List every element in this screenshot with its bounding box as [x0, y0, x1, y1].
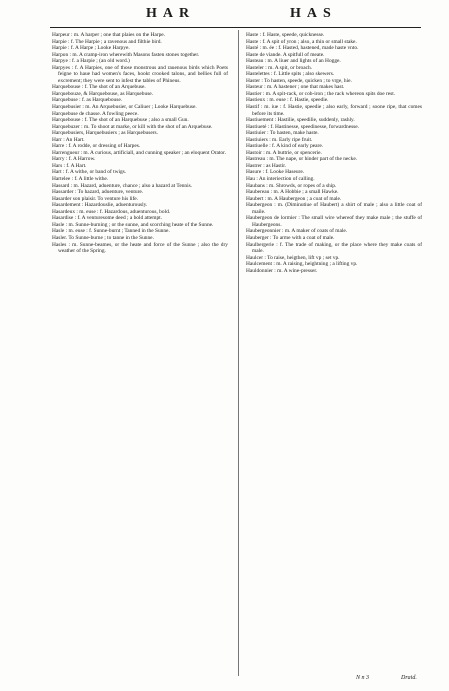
dictionary-entry: Hasarder son plaisir. To venture his life.	[52, 195, 139, 202]
dictionary-entry: Harquebuzer : m. To shoot at marke, or kill with the shot of an Arquebuse.	[52, 123, 213, 130]
dictionary-entry: Haste : f. A spit of yron ; also, a thin or small stake.	[246, 38, 357, 45]
dictionary-entry: Harpon : m. A cramp-iron wherewith Masons fasten stones together.	[52, 51, 200, 58]
catchword: Draid.	[401, 675, 417, 681]
dictionary-entry: Harpyes : f. A Harpies, one of those monstrous and rauenous birds which Poets feigne to haue had women's faces, hookt crooked talons, and bellies full of excrement; they were sent to infest the tables of Phineus.	[52, 64, 228, 84]
dictionary-entry: Hasté : m. ée : f. Hasted, hastened, made haste vnto.	[246, 45, 359, 52]
dictionary-entry: Harry : f. A Harrow.	[52, 156, 96, 163]
dictionary-entry: Hasardise : f. A venturesome deed ; a bold attempt.	[52, 215, 163, 222]
dictionary-entry: Hastiuelle : f. A kind of early peare.	[246, 143, 324, 150]
dictionary-entry: Hassarder : To hazard, aduenture, venture.	[52, 189, 144, 196]
dictionary-entry: Harpie : f. A Harpe ; Looke Harpye.	[52, 45, 130, 52]
dictionary-entry: Hastiuier : To hasten, make haste.	[246, 130, 319, 137]
dictionary-entry: Hastiueté : f. Hastinesse, speedinesse, forwardnesse.	[246, 123, 360, 130]
dictionary-entry: Haulcement : m. A raising, heightning ; a lifting vp.	[246, 261, 358, 268]
dictionary-entry: Hau : An interiection of calling.	[246, 176, 315, 183]
dictionary-entry: Harquebusier : m. An Arquebusier, or Caliuer ; Looke Harquebuse.	[52, 104, 197, 111]
dictionary-entry: Hasle : m. euse : f. Sunne-burnt ; Tanned in the Sunne.	[52, 228, 170, 235]
dictionary-entry: Harquebusiers, Harquebusiers ; as Harquebusers.	[52, 130, 158, 137]
dictionary-entry: Harr : An Hart.	[52, 136, 85, 143]
dictionary-entry: Hartelee : f. A little withe.	[52, 176, 109, 183]
header-rule	[50, 27, 421, 28]
dictionary-entry: Harre : f. A rodde, or dressing of Harpes.	[52, 143, 141, 150]
dictionary-entry: Hastrer : as Hastir.	[246, 162, 287, 169]
dictionary-entry: Hastoir : m. A buttrie, or spencerie.	[246, 149, 322, 156]
dictionary-entry: Hastif : m. iue : f. Hastie, speedie ; also early, forward ; soone ripe, that comes before its time.	[246, 104, 422, 117]
dictionary-entry: Hastieux : m. euse : f. Hastie, speedie.	[246, 97, 329, 104]
dictionary-entry: Hasure : f. Looke Haseure.	[246, 169, 305, 176]
running-head-left: HAR	[146, 6, 196, 21]
dictionary-entry: Harquebouze, & Harquebouse, as Harquebuse.	[52, 90, 154, 97]
left-column	[52, 32, 228, 672]
dictionary-entry: Hauberger : To arme with a coat of male.	[246, 234, 335, 241]
dictionary-entry: Haulcer : To raise, heigthen, lift vp ; set vp.	[246, 254, 340, 261]
dictionary-entry: Hastreau : m. The nape, or hinder part of the necke.	[246, 156, 358, 163]
dictionary-entry: Hassard : m. Hazard, aduenture, chance ; also a hazard at Tennis.	[52, 182, 193, 189]
dictionary-entry: Harpeur : m. A harper ; one that plaies on the Harpe.	[52, 32, 166, 38]
right-column	[246, 32, 422, 672]
dictionary-entry: Haulbergerie : f. The trade of making, or the place where they make coats of male.	[246, 241, 422, 255]
dictionary-entry: Hars : f. A Hart.	[52, 162, 87, 169]
dictionary-entry: Haste de viande. A spitfull of meate.	[246, 51, 325, 58]
running-head	[0, 6, 449, 26]
dictionary-entry: Haubergeon de lormier : The small wire whereof they make male ; the stuffe of Haubergeons.	[246, 215, 422, 228]
dictionary-entry: Haubergeonnier : m. A maker of coats of male.	[246, 228, 348, 235]
dictionary-entry: Hasteler : m. A spit, or broach.	[246, 64, 313, 71]
dictionary-entry: Hasardement : Hazardouslie, aduenturously.	[52, 202, 148, 209]
signature-mark: N n 3	[356, 675, 370, 681]
dictionary-entry: Haubert : m. A Haubergeon ; a coat of male.	[246, 195, 342, 202]
dictionary-entry: Harquebuse de chasse. A fowling peece.	[52, 110, 139, 117]
dictionary-entry: Hastier : m. A spit-rack, or cob-iron ; the rack whereon spits doe rest.	[246, 90, 396, 97]
dictionary-entry: Harquebouse : f. The shot of an Arquebuse.	[52, 84, 146, 91]
dictionary-entry: Harquebouse : f. The shot of an Harquebuse ; also a small Gun.	[52, 117, 189, 124]
dictionary-entry: Haster : To hasten, speede, quicken ; to vrge, hie.	[246, 77, 352, 84]
dictionary-entry: Hart : f. A withe, or band of twigs.	[52, 169, 127, 176]
column-divider	[238, 30, 239, 676]
dictionary-entry: Haubereau : m. A Hobbie ; a small Hawke.	[246, 189, 339, 196]
dictionary-entry: Hasler. To Sunne-burne ; to tanne in the Sunne.	[52, 234, 154, 241]
dictionary-entry: Hauldonnier : m. A wine-presser.	[246, 267, 318, 274]
dictionary-entry: Haubergeon : m. (Diminutiue of Haubert) a shirt of male ; also a little coat of maile.	[246, 202, 422, 215]
dictionary-entry: Hastiuement : Hastilie, speedilie, suddenly, rashly.	[246, 117, 355, 124]
running-head-right: HAS	[290, 6, 337, 21]
dictionary-entry: Hastelettes : f. Little spits ; also skewers.	[246, 71, 335, 78]
dictionary-entry: Harrengueur : m. A curious, artificiall, and cunning speaker ; an eloquent Orator.	[52, 149, 226, 156]
dictionary-entry: Harpie : f. The Harpie ; a ravenous and filthie bird.	[52, 38, 162, 45]
dictionary-entry: Hasles : m. Sunne-beames, or the heate and force of the Sunne ; also the dry weather of the Spring.	[52, 241, 228, 255]
dictionary-entry: Haste : f. Haste, speede, quicknesse.	[246, 32, 325, 38]
dictionary-entry: Hastiuiers : m. Early ripe fruit.	[246, 136, 313, 143]
dictionary-entry: Hasteau : m. A liuer and lights of an Hogge.	[246, 58, 341, 65]
dictionary-entry: Hasle : m. Sunne-burning ; or the sunne, and scorching heate of the Sunne.	[52, 221, 214, 228]
dictionary-entry: Hasteur : m. A hastener ; one that makes hast.	[246, 84, 345, 91]
dictionary-entry: Harquebuse : f. as Harquebouse.	[52, 97, 123, 104]
dictionary-entry: Haubans : m. Shrowds, or ropes of a ship.	[246, 182, 337, 189]
dictionary-entry: Hasardeux : m. euse : f. Hazardous, aduenturous, bold.	[52, 208, 171, 215]
dictionary-entry: Harpye : f. a Harpie ; (an old word.)	[52, 58, 130, 65]
